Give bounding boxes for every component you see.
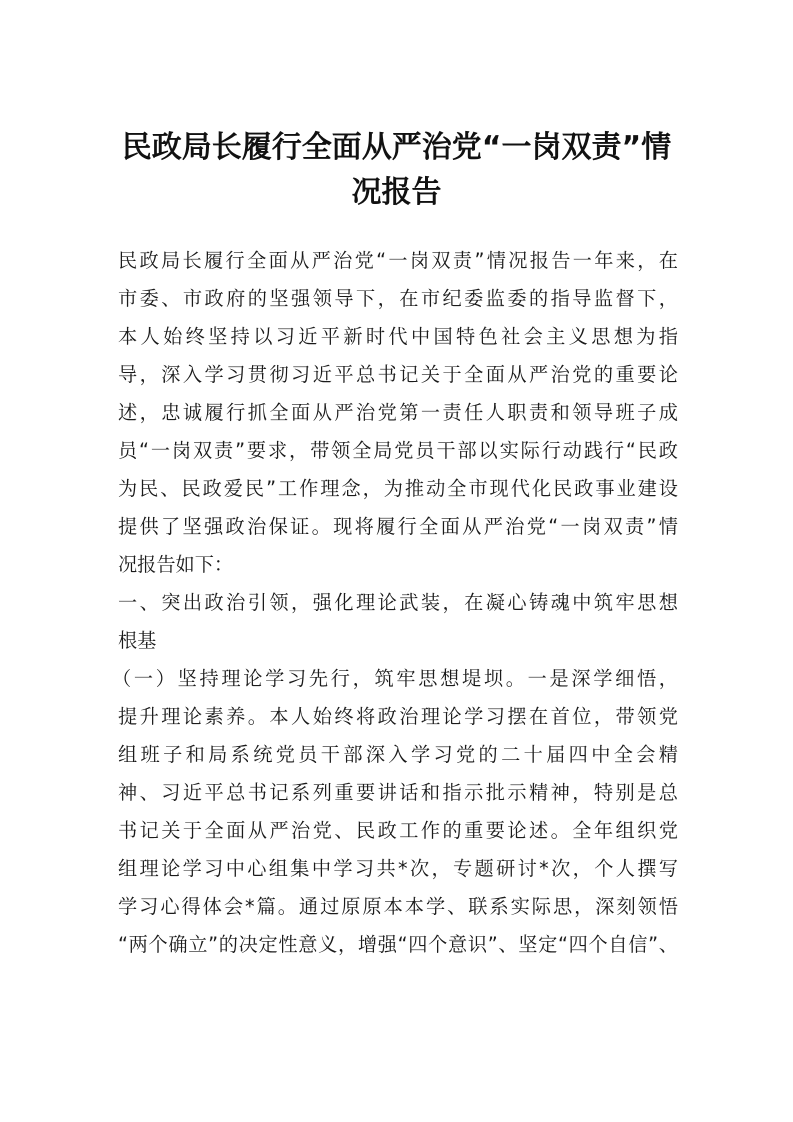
body-text-line: 组理论学习中心组集中学习共*次，专题研讨*次，个人撰写: [118, 857, 678, 880]
body-text-line: 组班子和局系统党员干部深入学习党的二十届四中全会精: [118, 743, 678, 766]
body-text-line: 神、习近平总书记系列重要讲话和指示批示精神，特别是总: [118, 781, 678, 804]
body-text-line: 市委、市政府的坚强领导下，在市纪委监委的指导监督下，: [118, 287, 678, 310]
document-title-line-2: 况报告: [351, 175, 442, 210]
body-text-line: 为民、民政爱民”工作理念，为推动全市现代化民政事业建设: [118, 477, 678, 500]
section-heading-line: 一、突出政治引领，强化理论武装，在凝心铸魂中筑牢思想: [118, 591, 678, 614]
body-text-line: 提供了坚强政治保证。现将履行全面从严治党“一岗双责”情: [118, 515, 678, 538]
body-text-line: （一）坚持理论学习先行，筑牢思想堤坝。一是深学细悟，: [112, 667, 678, 690]
body-text-line: 本人始终坚持以习近平新时代中国特色社会主义思想为指: [118, 325, 678, 348]
body-text-line: “两个确立”的决定性意义，增强“四个意识”、坚定“四个自信”、: [118, 933, 678, 956]
body-text-line: 学习心得体会*篇。通过原原本本学、联系实际思，深刻领悟: [118, 895, 678, 918]
body-text-line: 提升理论素养。本人始终将政治理论学习摆在首位，带领党: [118, 705, 678, 728]
body-text-line: 书记关于全面从严治党、民政工作的重要论述。全年组织党: [118, 819, 678, 842]
section-heading-line: 根基: [118, 629, 157, 652]
body-text-line: 导，深入学习贯彻习近平总书记关于全面从严治党的重要论: [118, 363, 678, 386]
body-text-line: 述，忠诚履行抓全面从严治党第一责任人职责和领导班子成: [118, 401, 678, 424]
body-text-line: 员“一岗双责”要求，带领全局党员干部以实际行动践行“民政: [118, 439, 678, 462]
body-text-line: 民政局长履行全面从严治党“一岗双责”情况报告一年来，在: [118, 249, 678, 272]
body-text-line: 况报告如下：: [118, 553, 234, 576]
document-title-line-1: 民政局长履行全面从严治党“一岗双责”情: [121, 130, 672, 165]
